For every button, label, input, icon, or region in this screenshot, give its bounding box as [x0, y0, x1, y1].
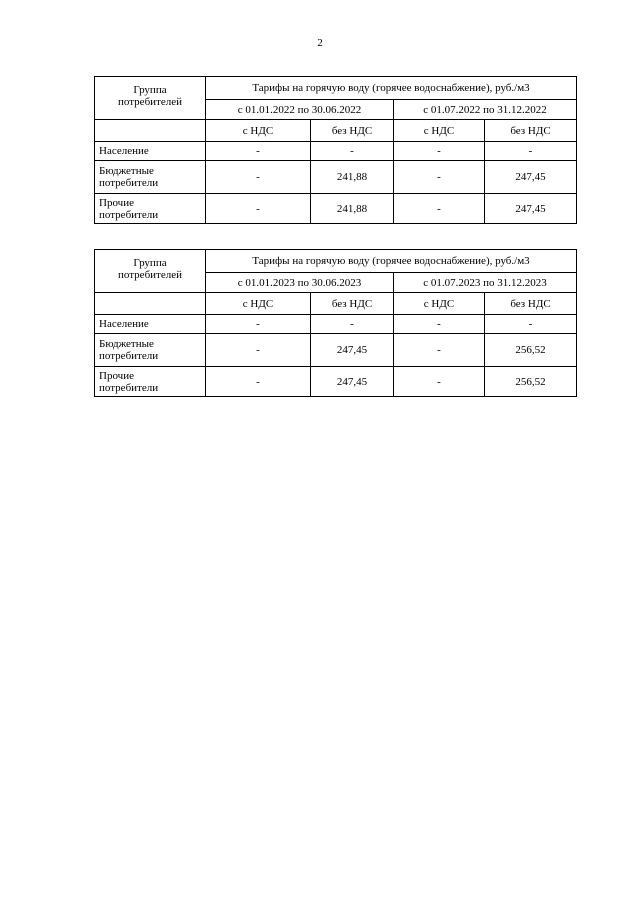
table-cell: 247,45	[485, 194, 577, 224]
table-row	[95, 194, 577, 224]
table-cell: -	[394, 334, 485, 367]
row-label-line-2: потребители	[99, 177, 159, 189]
table-row	[95, 367, 577, 397]
group-header-line-1: Группа	[133, 84, 167, 96]
period-first-half: с 01.01.2023 по 30.06.2023	[206, 273, 394, 293]
table-cell: 256,52	[485, 367, 577, 397]
group-header-cell	[95, 250, 206, 293]
table-cell: -	[206, 334, 311, 367]
subheader-without-vat: без НДС	[311, 120, 394, 142]
subheader-without-vat: без НДС	[485, 120, 577, 142]
table-cell: 247,45	[311, 334, 394, 367]
table-cell: 241,88	[311, 194, 394, 224]
table-cell: -	[394, 142, 485, 161]
row-label-line-1: Бюджетные	[99, 338, 154, 350]
row-label-budget-consumers	[95, 161, 206, 194]
period-second-half: с 01.07.2023 по 31.12.2023	[394, 273, 577, 293]
subheader-with-vat: с НДС	[394, 120, 485, 142]
tariff-table-2022	[94, 76, 577, 224]
row-label-line-2: потребители	[99, 350, 159, 362]
period-first-half: с 01.01.2022 по 30.06.2022	[206, 100, 394, 120]
group-header-line-2: потребителей	[118, 96, 182, 108]
period-second-half: с 01.07.2022 по 31.12.2022	[394, 100, 577, 120]
table-cell: 256,52	[485, 334, 577, 367]
subheader-with-vat: с НДС	[206, 120, 311, 142]
tariff-title: Тарифы на горячую воду (горячее водоснабжение), руб./м3	[206, 77, 577, 100]
row-label-budget-consumers	[95, 334, 206, 367]
table-cell: -	[206, 315, 311, 334]
subheader-with-vat: с НДС	[206, 293, 311, 315]
row-label-line-1: Бюджетные	[99, 165, 154, 177]
table-cell: -	[485, 315, 577, 334]
subheader-without-vat: без НДС	[485, 293, 577, 315]
row-label-other-consumers	[95, 194, 206, 224]
tariff-title: Тарифы на горячую воду (горячее водоснабжение), руб./м3	[206, 250, 577, 273]
tariff-table-2023	[94, 249, 577, 397]
table-cell: -	[394, 161, 485, 194]
row-label-line-2: потребители	[99, 381, 159, 394]
table-cell: 247,45	[485, 161, 577, 194]
table-row	[95, 142, 577, 161]
table-cell: -	[394, 315, 485, 334]
page-number: 2	[317, 37, 323, 49]
table-cell: -	[206, 194, 311, 224]
table-cell: 247,45	[311, 367, 394, 397]
row-label-line-2: потребители	[99, 208, 159, 221]
table-cell: -	[206, 367, 311, 397]
table-row	[95, 334, 577, 367]
subheader-without-vat: без НДС	[311, 293, 394, 315]
table-cell: 241,88	[311, 161, 394, 194]
table-cell: -	[485, 142, 577, 161]
row-label-line-1: Прочие	[99, 196, 134, 209]
table-row	[95, 315, 577, 334]
table-cell: -	[206, 142, 311, 161]
group-header-cell	[95, 77, 206, 120]
group-header-line-1: Группа	[133, 257, 167, 269]
empty-header-cell	[95, 120, 206, 142]
table-cell: -	[311, 142, 394, 161]
row-label-population: Население	[95, 315, 206, 334]
row-label-population: Население	[95, 142, 206, 161]
subheader-with-vat: с НДС	[394, 293, 485, 315]
table-cell: -	[394, 367, 485, 397]
empty-header-cell	[95, 293, 206, 315]
table-cell: -	[311, 315, 394, 334]
row-label-other-consumers	[95, 367, 206, 397]
group-header-line-2: потребителей	[118, 269, 182, 281]
row-label-line-1: Прочие	[99, 369, 134, 382]
table-cell: -	[206, 161, 311, 194]
table-row	[95, 161, 577, 194]
table-cell: -	[394, 194, 485, 224]
